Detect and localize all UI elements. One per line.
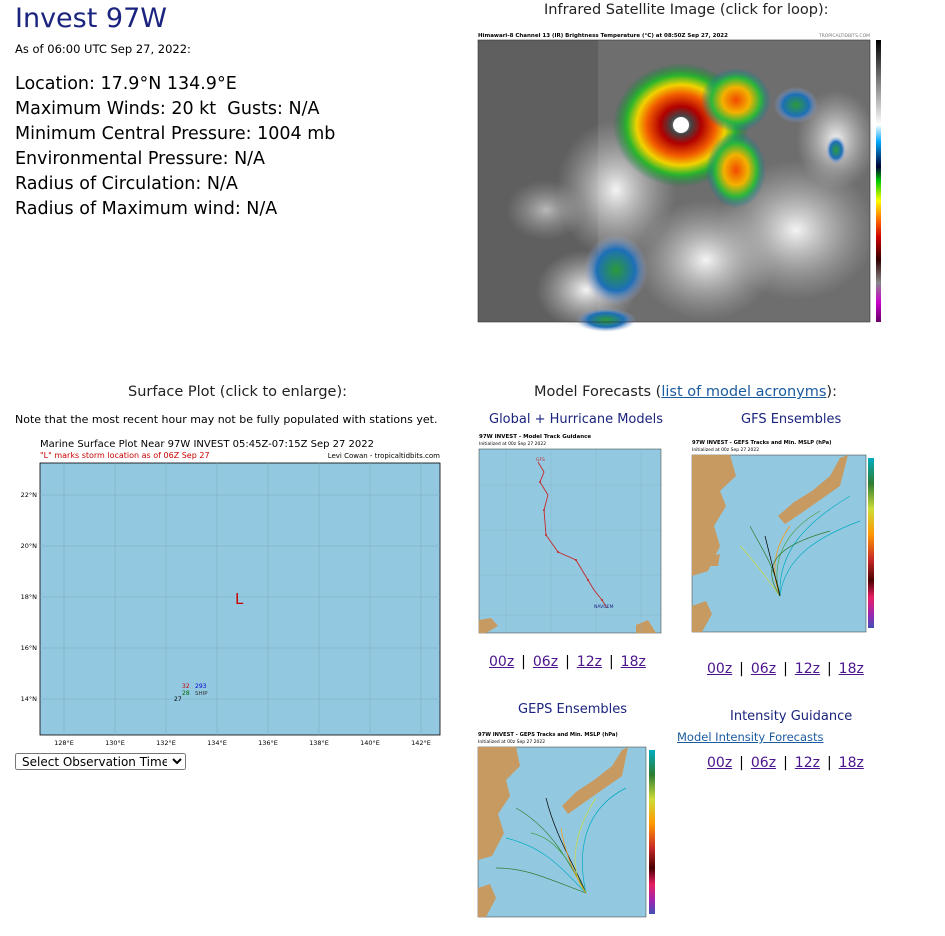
run-link-06z[interactable]: 06z — [532, 654, 559, 670]
surface-note: Note that the most recent hour may not be fully populated with stations yet. — [15, 413, 438, 426]
surface-caption: Surface Plot (click to enlarge): — [128, 384, 348, 400]
global-model-run-links: 00z | 06z | 12z | 18z — [489, 654, 646, 670]
global-plot-subtitle: Initialized at 00z Sep 27 2022 — [479, 442, 547, 447]
min-pressure-text: Minimum Central Pressure: 1004 mb — [15, 124, 336, 144]
run-link-06z[interactable]: 06z — [750, 755, 777, 771]
model-forecasts-caption — [534, 384, 837, 400]
station-value: 32 — [182, 683, 190, 690]
lat-tick-label: 16°N — [20, 644, 37, 652]
lon-tick-label: 134°E — [207, 739, 227, 747]
surface-plot-subtitle: "L" marks storm location as of 06Z Sep 27 — [40, 451, 210, 460]
geps-plot-title: 97W INVEST - GEPS Tracks and Min. MSLP (hPa) — [478, 732, 618, 738]
lat-tick-label: 20°N — [20, 542, 37, 550]
max-winds-text: Maximum Winds: 20 kt Gusts: N/A — [15, 99, 320, 119]
satellite-header: Himawari-8 Channel 13 (IR) Brightness Temperature (°C) at 08:50Z Sep 27, 2022 — [478, 33, 728, 39]
env-pressure-text: Environmental Pressure: N/A — [15, 149, 266, 169]
intensity-guidance-title: Intensity Guidance — [730, 709, 853, 724]
page-title: Invest 97W — [15, 3, 167, 34]
lon-tick-label: 136°E — [258, 739, 278, 747]
as-of-timestamp: As of 06:00 UTC Sep 27, 2022: — [15, 42, 191, 56]
run-link-12z[interactable]: 12z — [576, 654, 602, 670]
satellite-image — [466, 30, 884, 334]
model-caption-suffix: ): — [826, 384, 837, 400]
gfs-run-links: 00z | 06z | 12z | 18z — [707, 661, 864, 677]
surface-plot-credit: Levi Cowan - tropicaltidbits.com — [327, 452, 440, 460]
run-link-18z[interactable]: 18z — [838, 661, 864, 677]
run-link-06z[interactable]: 06z — [750, 661, 777, 677]
model-caption-prefix: Model Forecasts ( — [534, 384, 662, 400]
gfs-ensembles-image — [690, 436, 880, 636]
run-link-18z[interactable]: 18z — [620, 654, 646, 670]
geps-ensembles-title: GEPS Ensembles — [518, 702, 628, 717]
run-link-12z[interactable]: 12z — [794, 661, 820, 677]
model-acronyms-link[interactable]: list of model acronyms — [661, 384, 827, 400]
lat-tick-label: 18°N — [20, 593, 37, 601]
lon-tick-label: 138°E — [309, 739, 329, 747]
observation-time-select[interactable] — [15, 753, 186, 770]
satellite-caption: Infrared Satellite Image (click for loop): — [544, 2, 829, 18]
location-text: Location: 17.9°N 134.9°E — [15, 74, 237, 94]
station-value: SHIP — [195, 691, 208, 697]
surface-plot-image — [15, 434, 445, 752]
gfs-ensembles-title: GFS Ensembles — [741, 412, 842, 427]
lon-tick-label: 140°E — [360, 739, 380, 747]
lon-tick-label: 128°E — [54, 739, 74, 747]
station-value: 293 — [195, 683, 207, 690]
intensity-run-links: 00z | 06z | 12z | 18z — [707, 755, 864, 771]
station-value: 28 — [182, 690, 190, 697]
run-link-18z[interactable]: 18z — [838, 755, 864, 771]
global-models-title: Global + Hurricane Models — [489, 412, 664, 427]
global-models-image-link[interactable] — [476, 430, 666, 636]
gfs-plot-title: 97W INVEST - GEFS Tracks and Min. MSLP (hPa) — [692, 440, 832, 446]
geps-ensembles-image-link[interactable] — [476, 728, 660, 920]
surface-plot-link[interactable] — [15, 434, 445, 752]
lon-tick-label: 142°E — [411, 739, 431, 747]
gfs-ensembles-image-link[interactable] — [690, 436, 880, 636]
radius-circulation-text: Radius of Circulation: N/A — [15, 174, 238, 194]
run-link-00z[interactable]: 00z — [707, 661, 733, 677]
station-value: 27 — [174, 696, 182, 703]
model-label: GFS — [536, 458, 545, 463]
lon-tick-label: 130°E — [105, 739, 125, 747]
run-link-12z[interactable]: 12z — [794, 755, 820, 771]
geps-ensembles-image — [476, 728, 660, 920]
model-intensity-link[interactable]: Model Intensity Forecasts — [677, 730, 824, 744]
lon-tick-label: 132°E — [156, 739, 176, 747]
model-label: NAVGEM — [594, 605, 614, 610]
storm-info — [15, 72, 335, 222]
storm-location-marker: L — [235, 590, 244, 608]
geps-plot-subtitle: Initialized at 00z Sep 27 2022 — [478, 740, 546, 745]
lat-tick-label: 14°N — [20, 695, 37, 703]
gfs-plot-subtitle: Initialized at 00z Sep 27 2022 — [692, 448, 760, 453]
lat-tick-label: 22°N — [20, 491, 37, 499]
radius-max-wind-text: Radius of Maximum wind: N/A — [15, 199, 278, 219]
surface-plot-title: Marine Surface Plot Near 97W INVEST 05:45Z-07:15Z Sep 27 2022 — [40, 439, 375, 450]
run-link-00z[interactable]: 00z — [707, 755, 733, 771]
satellite-image-link[interactable] — [466, 30, 884, 334]
satellite-credit: TROPICALTIDBITS.COM — [818, 34, 870, 39]
run-link-00z[interactable]: 00z — [489, 654, 515, 670]
global-models-image — [476, 430, 666, 636]
global-plot-title: 97W INVEST - Model Track Guidance — [479, 434, 592, 440]
